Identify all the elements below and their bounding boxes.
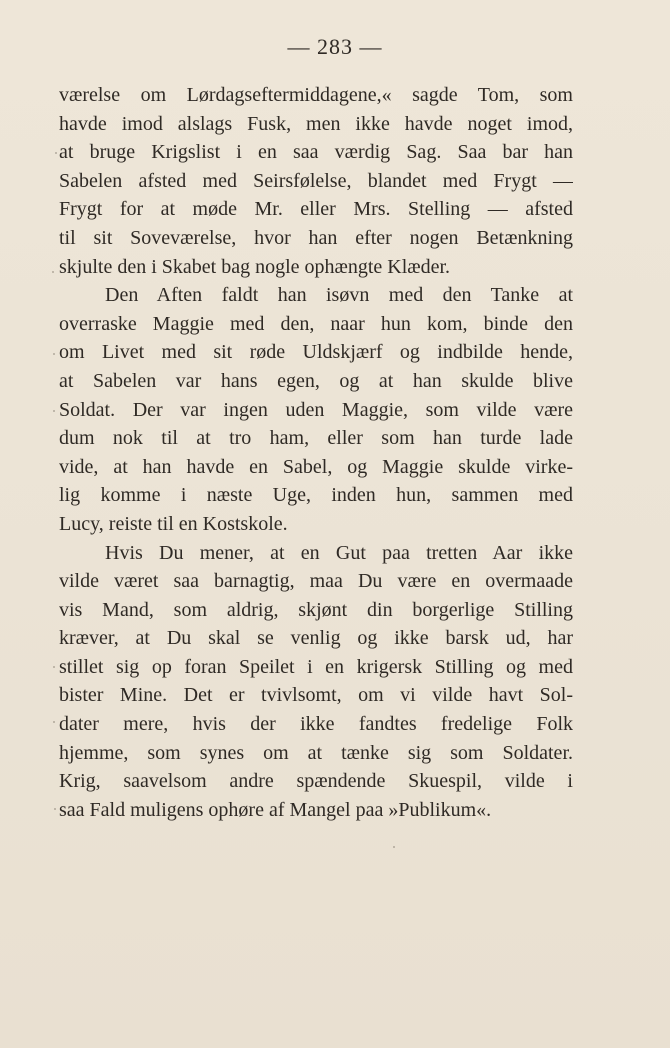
paper-speck (53, 721, 55, 723)
text-line: til sit Soveværelse, hvor han efter nogen Betænkning (59, 226, 573, 249)
text-line: at Sabelen var hans egen, og at han skulde blive (59, 369, 573, 392)
text-line: vilde været saa barnagtig, maa Du være en overmaade (59, 570, 573, 593)
paper-speck (53, 353, 55, 355)
paper-speck (53, 410, 55, 412)
text-line: saa Fald muligens ophøre af Mangel paa »Publikum«. (59, 798, 492, 821)
text-line: værelse om Lørdagseftermiddagene,« sagde Tom, som (59, 84, 573, 106)
text-line: dum nok til at tro ham, eller som han turde lade (59, 427, 573, 450)
paper-speck (52, 271, 54, 273)
text-line: kræver, at Du skal se venlig og ikke barsk ud, har (59, 627, 573, 650)
paper-speck (55, 152, 57, 154)
text-line: skjulte den i Skabet bag nogle ophængte Klæder. (59, 255, 451, 278)
text-line: havde imod alslags Fusk, men ikke havde noget imod, (59, 112, 573, 135)
text-line: Den Aften faldt han isøvn med den Tanke at (105, 284, 573, 307)
text-line: bister Mine. Det er tvivlsomt, om vi vilde havt Sol- (59, 684, 573, 707)
paper-speck (54, 808, 56, 810)
text-line: Lucy, reiste til en Kostskole. (59, 512, 288, 535)
text-line: Frygt for at møde Mr. eller Mrs. Stelling — afsted (59, 198, 573, 221)
body-text (59, 81, 573, 824)
text-line: overraske Maggie med den, naar hun kom, binde den (59, 312, 573, 335)
text-line: at bruge Krigslist i en saa værdig Sag. Saa bar han (59, 141, 573, 164)
text-line: vis Mand, som aldrig, skjønt din borgerlige Stilling (59, 598, 573, 621)
text-line: Hvis Du mener, at en Gut paa tretten Aar ikke (105, 541, 573, 564)
paper-speck (53, 666, 55, 668)
paper-speck (393, 846, 395, 848)
text-line: vide, at han havde en Sabel, og Maggie skulde virke- (59, 455, 573, 478)
text-line: Krig, saavelsom andre spændende Skuespil, vilde i (59, 770, 573, 793)
text-line: Sabelen afsted med Seirsfølelse, blandet med Frygt — (59, 169, 573, 192)
text-line: lig komme i næste Uge, inden hun, sammen med (59, 484, 573, 507)
text-line: stillet sig op foran Speilet i en krigersk Stilling og med (59, 655, 573, 678)
text-line: dater mere, hvis der ikke fandtes fredelige Folk (59, 713, 573, 736)
page-number: — 283 — (287, 34, 383, 59)
text-line: om Livet med sit røde Uldskjærf og indbilde hende, (59, 341, 573, 364)
text-line: hjemme, som synes om at tænke sig som Soldater. (59, 741, 573, 764)
text-line: Soldat. Der var ingen uden Maggie, som vilde være (59, 398, 573, 421)
